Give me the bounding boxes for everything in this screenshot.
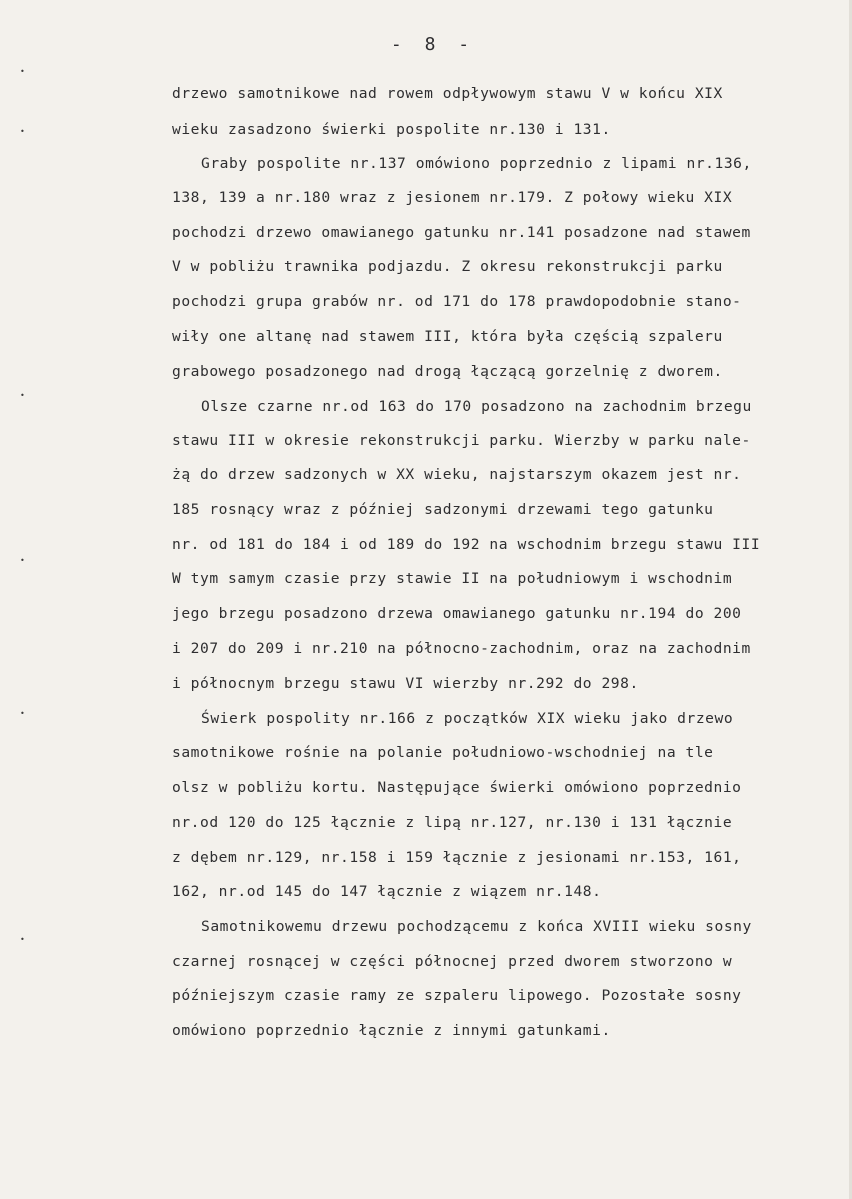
text-line: samotnikowe rośnie na polanie południowo-wschodniej na tle xyxy=(172,744,714,761)
text-line: olsz w pobliżu kortu. Następujące świerki omówiono poprzednio xyxy=(172,779,742,796)
text-line: wiły one altanę nad stawem III, która była częścią szpaleru xyxy=(172,328,723,345)
margin-mark: • xyxy=(20,935,25,944)
text-line: 185 rosnący wraz z później sadzonymi drzewami tego gatunku xyxy=(172,501,714,518)
text-line: nr.od 120 do 125 łącznie z lipą nr.127, nr.130 i 131 łącznie xyxy=(172,814,733,831)
margin-mark: • xyxy=(20,391,25,400)
text-line: nr. od 181 do 184 i od 189 do 192 na wschodnim brzegu stawu III xyxy=(172,536,761,553)
page-number: - 8 - xyxy=(390,34,476,55)
text-line: W tym samym czasie przy stawie II na południowym i wschodnim xyxy=(172,570,733,587)
margin-mark: • xyxy=(20,709,25,718)
text-line: Olsze czarne nr.od 163 do 170 posadzono na zachodnim brzegu xyxy=(201,398,752,415)
margin-mark: • xyxy=(20,127,25,136)
text-line: Graby pospolite nr.137 omówiono poprzednio z lipami nr.136, xyxy=(201,155,752,172)
text-line: pochodzi grupa grabów nr. od 171 do 178 prawdopodobnie stano- xyxy=(172,293,742,310)
text-line: stawu III w okresie rekonstrukcji parku. Wierzby w parku nale- xyxy=(172,432,751,449)
text-line: pochodzi drzewo omawianego gatunku nr.141 posadzone nad stawem xyxy=(172,224,751,241)
text-line: Samotnikowemu drzewu pochodzącemu z końca XVIII wieku sosny xyxy=(201,918,752,935)
text-line: z dębem nr.129, nr.158 i 159 łącznie z jesionami nr.153, 161, xyxy=(172,849,742,866)
margin-mark: • xyxy=(20,67,25,76)
text-line: Świerk pospolity nr.166 z początków XIX wieku jako drzewo xyxy=(201,710,734,727)
text-line: i północnym brzegu stawu VI wierzby nr.292 do 298. xyxy=(172,675,639,692)
text-line: 162, nr.od 145 do 147 łącznie z wiązem nr.148. xyxy=(172,883,602,900)
text-line: żą do drzew sadzonych w XX wieku, najstarszym okazem jest nr. xyxy=(172,466,742,483)
text-line: drzewo samotnikowe nad rowem odpływowym stawu V w końcu XIX xyxy=(172,85,723,102)
text-line: 138, 139 a nr.180 wraz z jesionem nr.179. Z połowy wieku XIX xyxy=(172,189,733,206)
text-line: omówiono poprzednio łącznie z innymi gatunkami. xyxy=(172,1022,611,1039)
text-line: wieku zasadzono świerki pospolite nr.130 i 131. xyxy=(172,121,611,138)
text-line: czarnej rosnącej w części północnej przed dworem stworzono w xyxy=(172,953,733,970)
margin-mark: • xyxy=(20,556,25,565)
text-line: V w pobliżu trawnika podjazdu. Z okresu rekonstrukcji parku xyxy=(172,258,723,275)
text-line: grabowego posadzonego nad drogą łączącą gorzelnię z dworem. xyxy=(172,363,723,380)
text-line: późniejszym czasie ramy ze szpaleru lipowego. Pozostałe sosny xyxy=(172,987,742,1004)
text-line: i 207 do 209 i nr.210 na północno-zachodnim, oraz na zachodnim xyxy=(172,640,751,657)
text-line: jego brzegu posadzono drzewa omawianego gatunku nr.194 do 200 xyxy=(172,605,742,622)
